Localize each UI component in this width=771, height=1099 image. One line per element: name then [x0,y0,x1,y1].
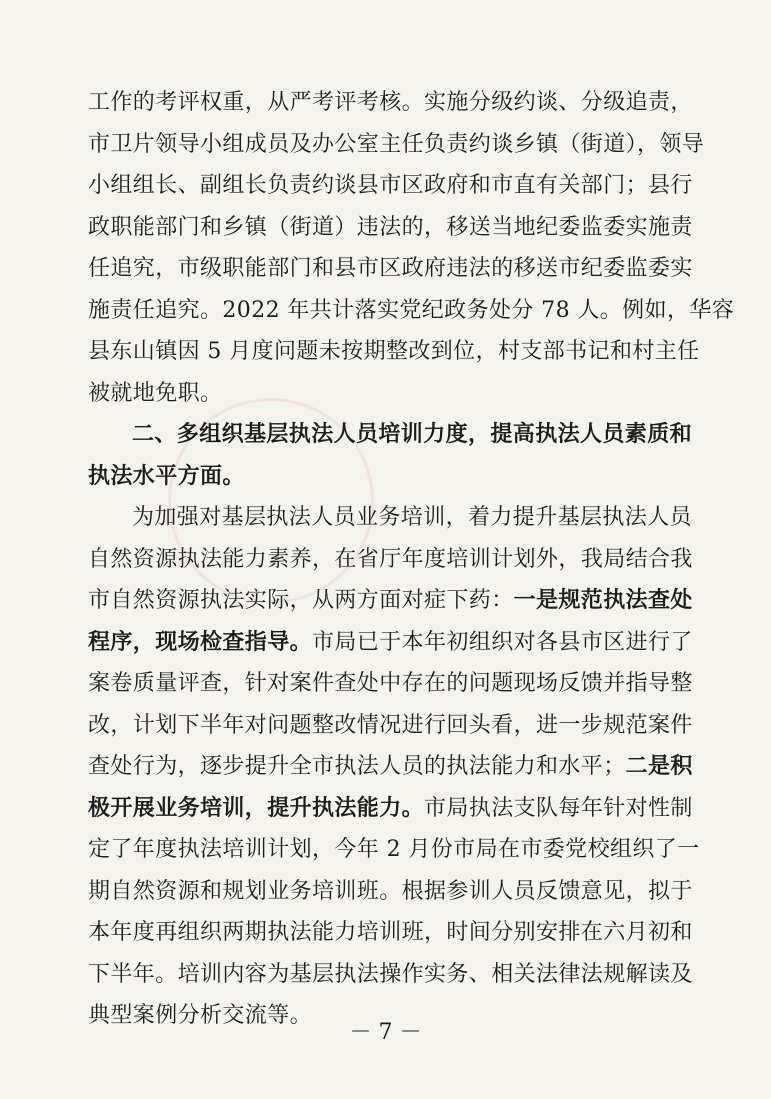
text-line: 改，计划下半年对问题整改情况进行回头看，进一步规范案件 [88,712,693,738]
section-heading-continued: 执法水平方面。 [88,463,245,489]
text-line: 定了年度执法培训计划，今年 2 月份市局在市委党校组织了一 [88,837,700,862]
text-line: 被就地免职。 [88,380,223,406]
text-line: 下半年。培训内容为基层执法操作实务、相关法律法规解读及 [88,961,693,987]
bold-point-one: 一是规范执法查处 [513,588,693,613]
section-heading: 二、多组织基层执法人员培训力度，提高执法人员素质和 [132,422,693,447]
text-line [88,580,693,622]
text-line [88,622,693,664]
text-run: 查处行为，逐步提升全市执法人员的执法能力和水平； [88,754,626,779]
bold-point-one-continued: 程序，现场检查指导。 [88,629,313,655]
text-line: 自然资源执法能力素养，在省厅年度培训计划外，我局结合我 [88,546,693,572]
text-line: 政职能部门和乡镇（街道）违法的，移送当地纪委监委实施责 [88,214,693,240]
text-line: 为加强对基层执法人员业务培训，着力提升基层执法人员 [132,505,693,530]
text-line: 小组组长、副组长负责约谈县市区政府和市直有关部门；县行 [88,173,693,198]
text-line: 本年度再组织两期执法能力培训班，时间分别安排在六月初和 [88,920,693,945]
bold-point-two-continued: 极开展业务培训，提升执法能力。 [88,795,425,821]
text-line: 案卷质量评查，针对案件查处中存在的问题现场反馈并指导整 [88,671,693,696]
text-line: 市卫片领导小组成员及办公室主任负责约谈乡镇（街道），领导 [88,131,705,157]
text-line [88,788,693,830]
text-line: 任追究，市级职能部门和县市区政府违法的移送市纪委监委实 [88,256,693,281]
body-text [88,82,735,1037]
text-run: 市自然资源执法实际，从两方面对症下药： [88,588,514,613]
text-line: 工作的考评权重，从严考评考核。实施分级约谈、分级追责， [88,90,693,115]
text-run: 市局执法支队每年针对性制 [424,795,693,821]
text-line: 典型案例分析交流等。 [88,1003,313,1028]
text-line: 期自然资源和规划业务培训班。根据参训人员反馈意见，拟于 [88,878,693,904]
text-line [88,746,693,788]
text-line: 施责任追究。2022 年共计落实党纪政务处分 78 人。例如，华容 [88,297,735,323]
text-run: 市局已于本年初组织对各县市区进行了 [312,629,693,655]
text-line: 县东山镇因 5 月度问题未按期整改到位，村支部书记和村主任 [88,339,700,364]
bold-point-two: 二是积 [625,754,693,779]
page-number: － 7 － [349,1020,422,1045]
